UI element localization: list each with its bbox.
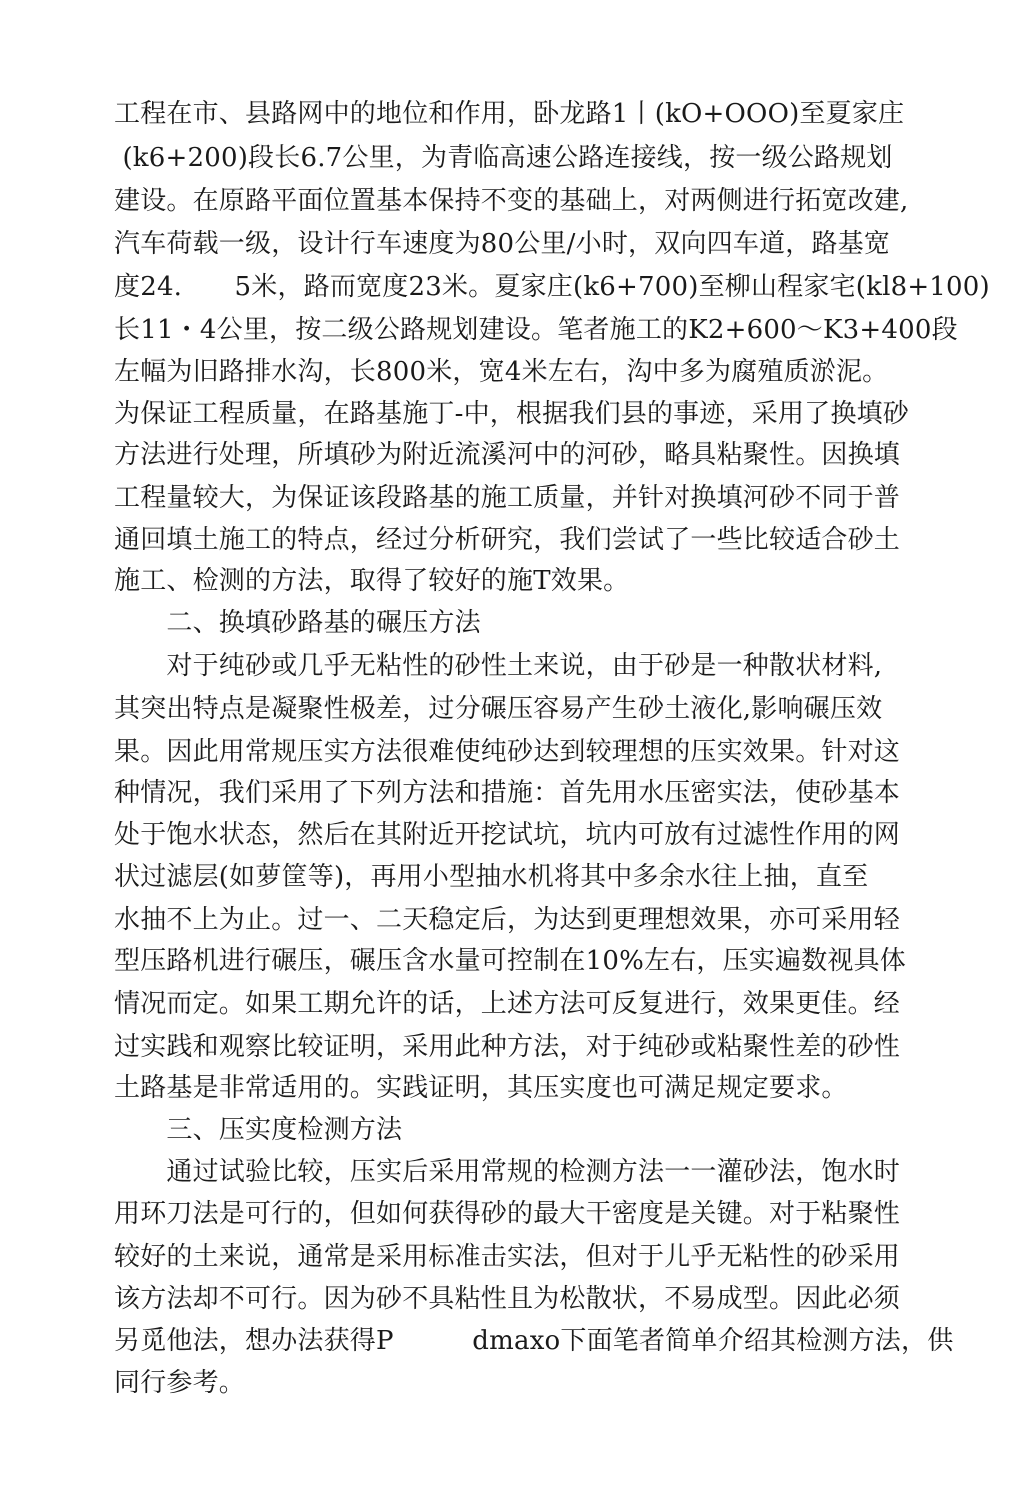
- text-line: 工程在市、县路网中的地位和作用，卧龙路1丨(kO+OOO)至夏家庄: [114, 99, 905, 129]
- text-line: 其突出特点是凝聚性极差，过分碾压容易产生砂土液化,影响碾压效: [114, 694, 883, 724]
- text-line: 用环刀法是可行的，但如何获得砂的最大干密度是关键。对于粘聚性: [114, 1199, 901, 1229]
- text-line: 汽车荷载一级，设计行车速度为80公里/小时，双向四车道，路基宽: [114, 229, 891, 259]
- text-line: 处于饱水状态，然后在其附近开挖试坑，坑内可放有过滤性作用的网: [114, 820, 901, 850]
- text-line: 水抽不上为止。过一、二天稳定后，为达到更理想效果，亦可采用轻: [114, 905, 901, 935]
- text-line: 方法进行处理，所填砂为附近流溪河中的河砂，略具粘聚性。因换填: [114, 440, 901, 470]
- text-line: 果。因此用常规压实方法很难使纯砂达到较理想的压实效果。针对这: [114, 737, 901, 767]
- text-line: (k6+200)段长6.7公里，为青临高速公路连接线，按一级公路规划: [114, 143, 893, 173]
- section-heading: 三、压实度检测方法: [114, 1115, 403, 1145]
- text-line: 土路基是非常适用的。实践证明，其压实度也可满足规定要求。: [114, 1073, 848, 1103]
- text-line: 同行参考。: [114, 1368, 246, 1398]
- text-line: 情况而定。如果工期允许的话，上述方法可反复进行，效果更佳。经: [114, 989, 901, 1019]
- section-heading: 二、换填砂路基的碾压方法: [114, 608, 481, 638]
- text-line: 度24. 5米，路而宽度23米。夏家庄(k6+700)至柳山程家宅(kl8+100): [114, 272, 990, 302]
- text-line: 通过试验比较，压实后采用常规的检测方法一一灌砂法，饱水时: [114, 1157, 901, 1187]
- text-line: 施工、检测的方法，取得了较好的施T效果。: [114, 566, 630, 596]
- text-line: 为保证工程质量，在路基施丁-中，根据我们县的事迹，采用了换填砂: [114, 399, 909, 429]
- text-line: 种情况，我们采用了下列方法和措施：首先用水压密实法，使砂基本: [114, 778, 901, 808]
- text-line: 型压路机进行碾压，碾压含水量可控制在10%左右，压实遍数视具体: [114, 946, 906, 976]
- text-line: 过实践和观察比较证明，采用此种方法，对于纯砂或粘聚性差的砂性: [114, 1032, 901, 1062]
- text-line: 较好的土来说，通常是采用标准击实法，但对于儿乎无粘性的砂采用: [114, 1242, 901, 1272]
- text-line: 对于纯砂或几乎无粘性的砂性土来说，由于砂是一种散状材料,: [114, 651, 883, 681]
- text-line: 建设。在原路平面位置基本保持不变的基础上，对两侧进行拓宽改建,: [114, 186, 909, 216]
- text-line: 通回填土施工的特点，经过分析研究，我们尝试了一些比较适合砂土: [114, 525, 901, 555]
- text-line: 状过滤层(如萝筐等)，再用小型抽水机将其中多余水往上抽，直至: [114, 862, 869, 892]
- text-line: 左幅为旧路排水沟，长800米，宽4米左右，沟中多为腐殖质淤泥。: [114, 357, 889, 387]
- text-line: 工程量较大，为保证该段路基的施工质量，并针对换填河砂不同于普: [114, 483, 901, 513]
- text-line: 另觅他法，想办法获得P dmaxo下面笔者简单介绍其检测方法，供: [114, 1326, 954, 1356]
- text-line: 长11・4公里，按二级公路规划建设。笔者施工的K2+600〜K3+400段: [114, 315, 958, 345]
- text-line: 该方法却不可行。因为砂不具粘性且为松散状，不易成型。因此必须: [114, 1284, 901, 1314]
